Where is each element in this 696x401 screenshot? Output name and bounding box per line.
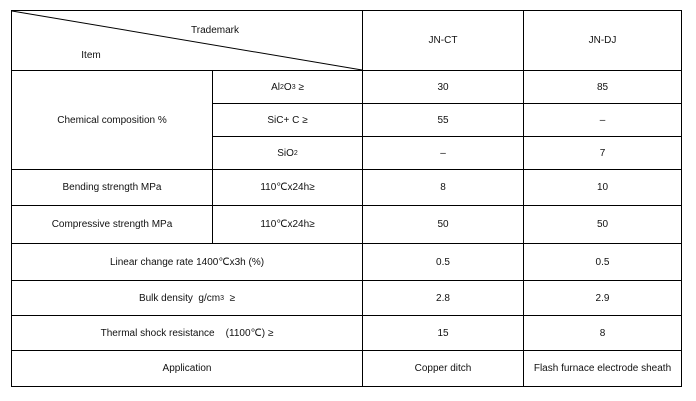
thermal-shock-jn-dj: 8 (599, 327, 606, 339)
sio2-jn-dj: 7 (599, 147, 606, 159)
al2o3-jn-dj: 85 (596, 81, 609, 93)
column-header-jn-dj: JN-DJ (588, 35, 617, 46)
compressive-strength-condition: 110℃x24h≥ (260, 219, 315, 230)
bulk-density-label: Bulk density g/cm 3 ≥ (138, 292, 236, 304)
al2o3-label: Al 2 O 3 ≥ (271, 81, 304, 93)
bulk-density-jn-dj: 2.9 (595, 292, 610, 304)
item-header-label: Item (81, 49, 101, 61)
application-jn-dj: Flash furnace electrode sheath (533, 363, 672, 374)
sio2-label: SiO 2 (277, 147, 298, 159)
column-header-jn-ct: JN-CT (428, 35, 458, 46)
thermal-shock-label: Thermal shock resistance (1100℃) ≥ (100, 327, 274, 339)
sic-c-label: SiC+ C ≥ (267, 114, 308, 126)
chemical-composition-label: Chemical composition % (57, 114, 167, 126)
bulk-density-jn-ct: 2.8 (436, 292, 450, 304)
linear-change-label: Linear change rate 1400℃x3h (%) (109, 256, 265, 268)
application-jn-ct: Copper ditch (414, 363, 472, 374)
bending-strength-condition: 110℃x24h≥ (260, 182, 315, 193)
compressive-strength-jn-ct: 50 (437, 219, 449, 230)
bending-strength-jn-dj: 10 (596, 182, 609, 193)
compressive-strength-label: Compressive strength MPa (51, 219, 173, 230)
thermal-shock-jn-ct: 15 (437, 327, 449, 339)
application-label: Application (162, 363, 212, 374)
linear-change-jn-ct: 0.5 (436, 256, 450, 268)
linear-change-jn-dj: 0.5 (595, 256, 610, 268)
bending-strength-jn-ct: 8 (440, 182, 446, 193)
trademark-header-label: Trademark (191, 24, 239, 36)
sio2-jn-ct: – (440, 147, 446, 159)
al2o3-jn-ct: 30 (437, 81, 449, 93)
sic-c-jn-ct: 55 (437, 114, 449, 126)
compressive-strength-jn-dj: 50 (596, 219, 609, 230)
sic-c-jn-dj: – (599, 114, 606, 126)
bending-strength-label: Bending strength MPa (62, 182, 162, 193)
